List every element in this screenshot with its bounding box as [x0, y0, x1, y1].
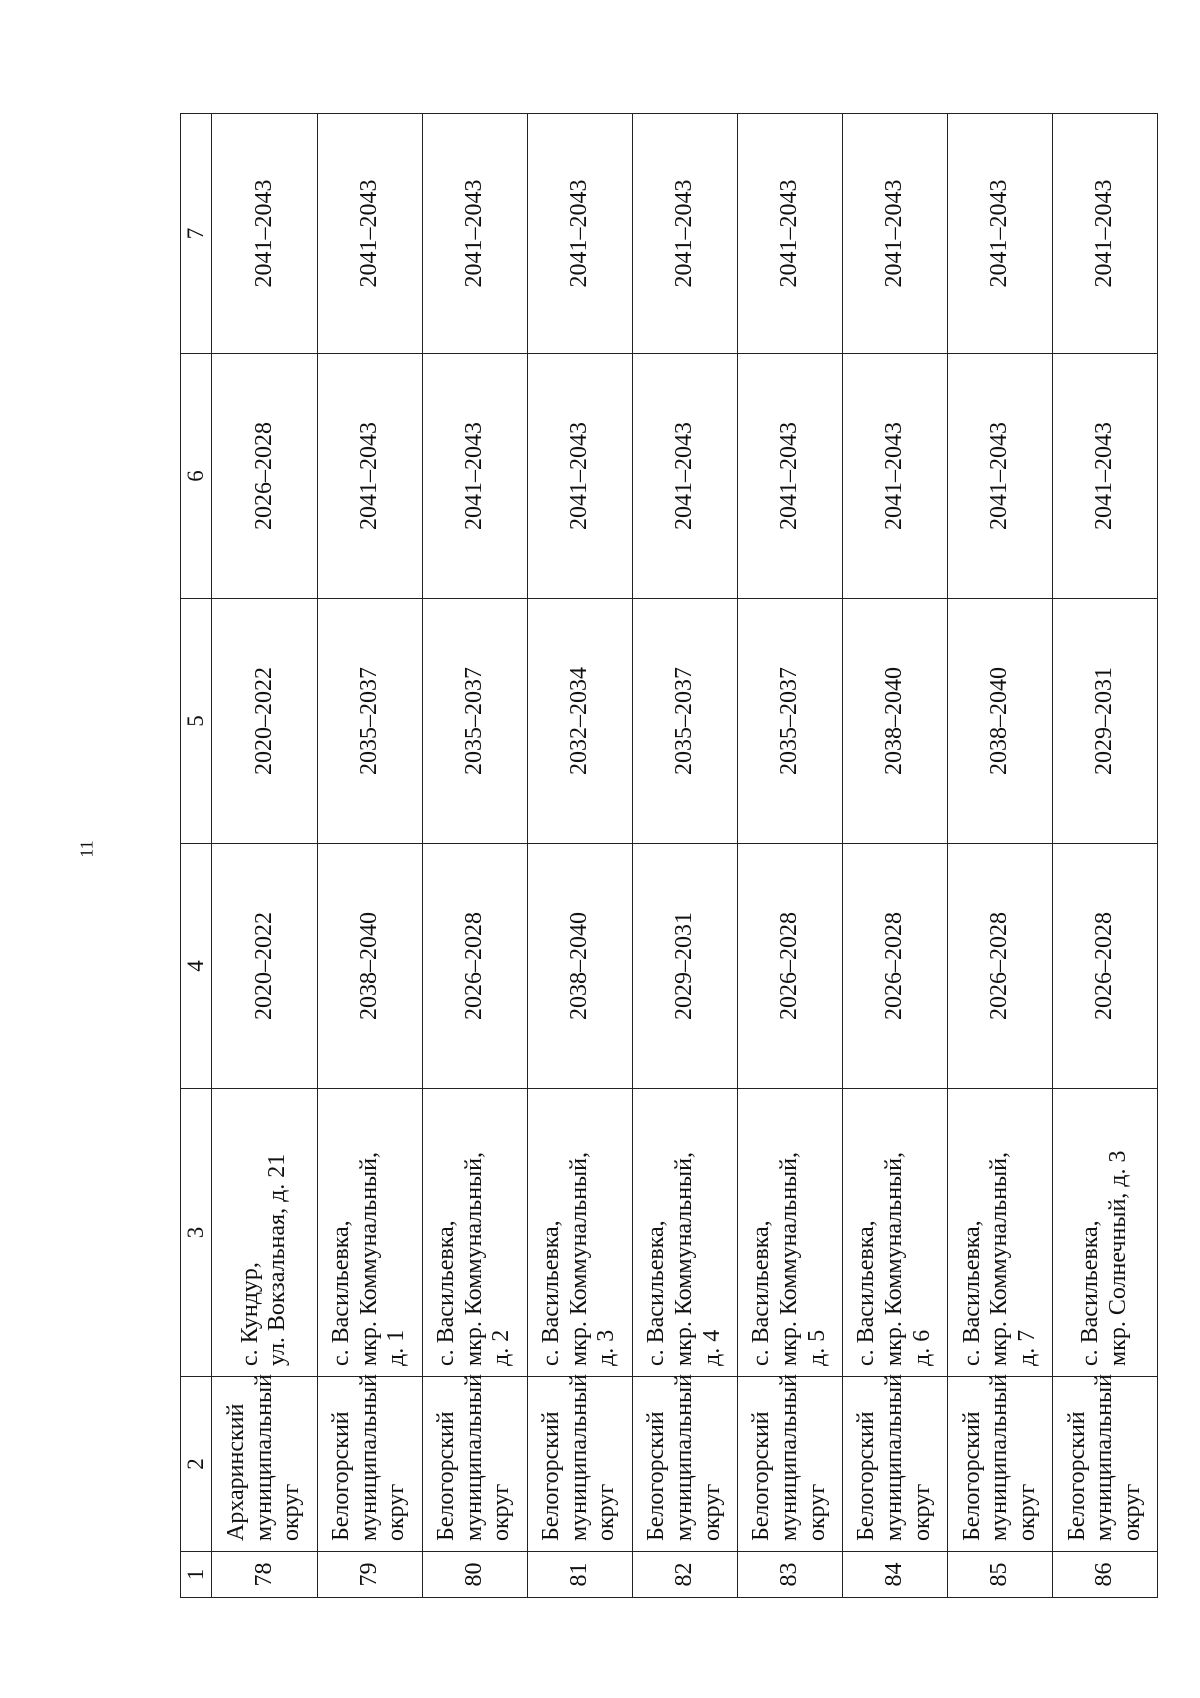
cell-period-4: 2026–2028 [842, 844, 947, 1089]
cell-period-7: 2041–2043 [527, 114, 632, 354]
table-row [632, 114, 737, 1598]
cell-period-6: 2041–2043 [422, 354, 527, 599]
cell-number: 83 [737, 1552, 842, 1598]
cell-district: Белогорский муниципальный округ [842, 1377, 947, 1552]
cell-period-5: 2035–2037 [422, 599, 527, 844]
cell-district: Белогорский муниципальный округ [317, 1377, 422, 1552]
column-header: 6 [181, 354, 212, 599]
cell-district: Белогорский муниципальный округ [947, 1377, 1052, 1552]
cell-number: 78 [212, 1552, 317, 1598]
cell-address: с. Васильевка, мкр. Коммунальный, д. 1 [317, 1089, 422, 1377]
cell-address: с. Васильевка, мкр. Коммунальный, д. 7 [947, 1089, 1052, 1377]
header-row [181, 114, 212, 1598]
cell-period-5: 2020–2022 [212, 599, 317, 844]
cell-number: 84 [842, 1552, 947, 1598]
table-row [947, 114, 1052, 1598]
cell-number: 79 [317, 1552, 422, 1598]
cell-district: Белогорский муниципальный округ [737, 1377, 842, 1552]
cell-period-7: 2041–2043 [422, 114, 527, 354]
column-header: 5 [181, 599, 212, 844]
column-header: 1 [181, 1552, 212, 1598]
cell-address: с. Васильевка, мкр. Коммунальный, д. 3 [527, 1089, 632, 1377]
cell-period-5: 2035–2037 [737, 599, 842, 844]
cell-address: с. Васильевка, мкр. Коммунальный, д. 2 [422, 1089, 527, 1377]
cell-number: 81 [527, 1552, 632, 1598]
cell-period-7: 2041–2043 [212, 114, 317, 354]
cell-number: 85 [947, 1552, 1052, 1598]
table-body [181, 114, 1158, 1598]
column-header: 3 [181, 1089, 212, 1377]
table-row [317, 114, 422, 1598]
cell-period-7: 2041–2043 [842, 114, 947, 354]
page-number: 11 [76, 840, 97, 858]
column-header: 7 [181, 114, 212, 354]
table-row [737, 114, 842, 1598]
cell-period-6: 2041–2043 [737, 354, 842, 599]
cell-period-4: 2026–2028 [737, 844, 842, 1089]
cell-period-6: 2041–2043 [317, 354, 422, 599]
cell-period-7: 2041–2043 [317, 114, 422, 354]
cell-period-6: 2041–2043 [527, 354, 632, 599]
table-row [212, 114, 317, 1598]
cell-period-4: 2038–2040 [527, 844, 632, 1089]
cell-period-7: 2041–2043 [1052, 114, 1157, 354]
cell-period-5: 2038–2040 [947, 599, 1052, 844]
cell-address: с. Кундур, ул. Вокзальная, д. 21 [212, 1089, 317, 1377]
cell-district: Белогорский муниципальный округ [1052, 1377, 1157, 1552]
cell-period-7: 2041–2043 [947, 114, 1052, 354]
cell-number: 86 [1052, 1552, 1157, 1598]
cell-number: 80 [422, 1552, 527, 1598]
table-row [422, 114, 527, 1598]
table-row [527, 114, 632, 1598]
cell-period-6: 2041–2043 [1052, 354, 1157, 599]
cell-period-4: 2026–2028 [1052, 844, 1157, 1089]
cell-district: Архаринский муниципальный округ [212, 1377, 317, 1552]
cell-period-5: 2035–2037 [317, 599, 422, 844]
cell-period-5: 2038–2040 [842, 599, 947, 844]
cell-period-4: 2020–2022 [212, 844, 317, 1089]
cell-district: Белогорский муниципальный округ [422, 1377, 527, 1552]
data-table [180, 113, 1158, 1598]
table-row [842, 114, 947, 1598]
table-row [1052, 114, 1157, 1598]
cell-number: 82 [632, 1552, 737, 1598]
cell-period-4: 2029–2031 [632, 844, 737, 1089]
cell-address: с. Васильевка, мкр. Коммунальный, д. 6 [842, 1089, 947, 1377]
cell-address: с. Васильевка, мкр. Коммунальный, д. 4 [632, 1089, 737, 1377]
cell-period-6: 2026–2028 [212, 354, 317, 599]
rotated-table-container [180, 114, 1158, 1598]
column-header: 4 [181, 844, 212, 1089]
cell-address: с. Васильевка, мкр. Солнечный, д. 3 [1052, 1089, 1157, 1377]
cell-district: Белогорский муниципальный округ [632, 1377, 737, 1552]
cell-period-6: 2041–2043 [842, 354, 947, 599]
cell-address: с. Васильевка, мкр. Коммунальный, д. 5 [737, 1089, 842, 1377]
cell-period-5: 2032–2034 [527, 599, 632, 844]
cell-period-4: 2038–2040 [317, 844, 422, 1089]
column-header: 2 [181, 1377, 212, 1552]
cell-period-4: 2026–2028 [422, 844, 527, 1089]
cell-period-7: 2041–2043 [737, 114, 842, 354]
cell-period-5: 2029–2031 [1052, 599, 1157, 844]
cell-period-6: 2041–2043 [947, 354, 1052, 599]
cell-period-5: 2035–2037 [632, 599, 737, 844]
cell-period-4: 2026–2028 [947, 844, 1052, 1089]
cell-district: Белогорский муниципальный округ [527, 1377, 632, 1552]
cell-period-7: 2041–2043 [632, 114, 737, 354]
cell-period-6: 2041–2043 [632, 354, 737, 599]
